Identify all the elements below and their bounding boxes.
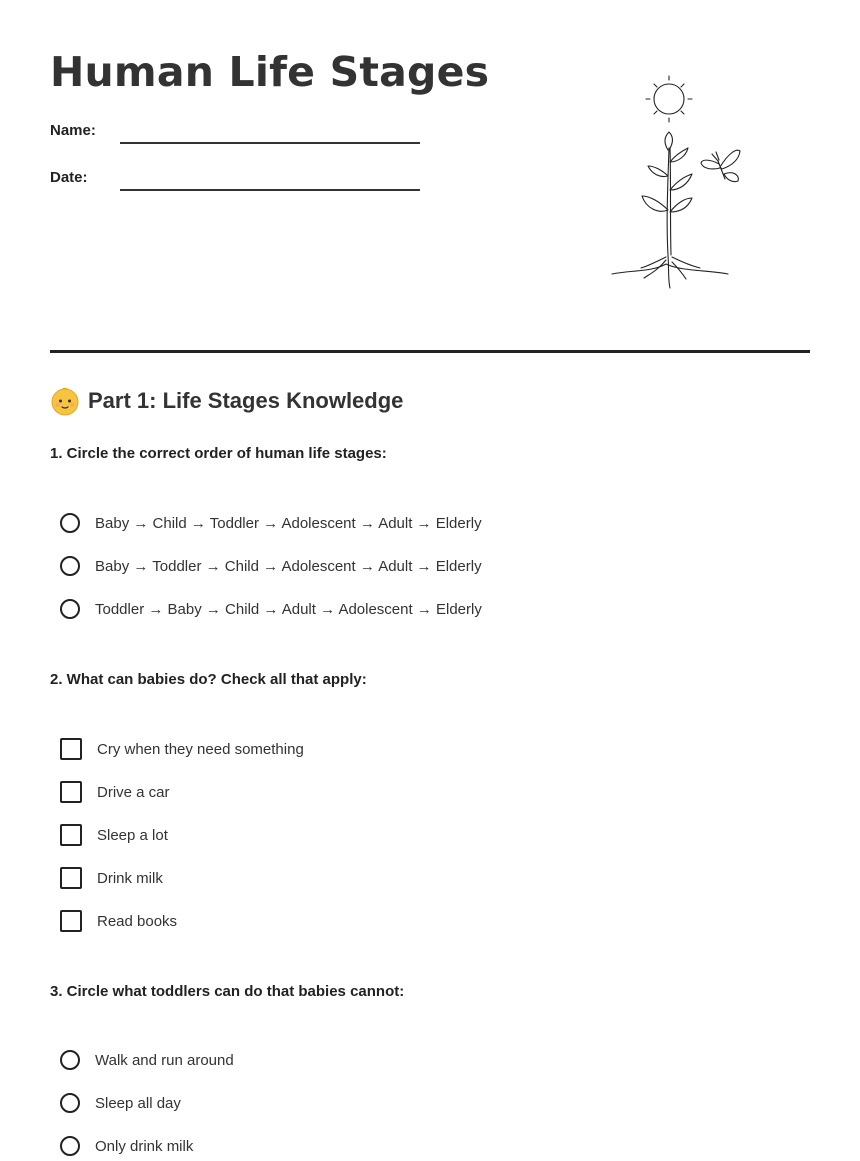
question-3-option-1[interactable] bbox=[60, 1047, 234, 1073]
radio-button[interactable] bbox=[60, 599, 80, 619]
worksheet-title: Human Life Stages bbox=[50, 48, 490, 96]
option-label: Walk and run around bbox=[95, 1051, 234, 1069]
question-1-prompt: 1. Circle the correct order of human life stages: bbox=[50, 445, 387, 462]
question-2-prompt: 2. What can babies do? Check all that apply: bbox=[50, 671, 367, 688]
question-1-option-3[interactable] bbox=[60, 596, 482, 622]
plant-icon bbox=[612, 132, 728, 288]
question-2-option-1[interactable] bbox=[60, 736, 304, 762]
option-label: Sleep a lot bbox=[97, 826, 168, 844]
option-label: Drive a car bbox=[97, 783, 170, 801]
radio-button[interactable] bbox=[60, 556, 80, 576]
radio-button[interactable] bbox=[60, 1093, 80, 1113]
sun-plant-butterfly-illustration bbox=[606, 70, 746, 296]
checkbox[interactable] bbox=[60, 738, 82, 760]
question-3-option-3[interactable] bbox=[60, 1133, 193, 1159]
option-label: Baby → Toddler → Child → Adolescent → Adult → Elderly bbox=[95, 557, 482, 575]
name-label: Name: bbox=[50, 122, 96, 139]
radio-button[interactable] bbox=[60, 1050, 80, 1070]
question-2-option-3[interactable] bbox=[60, 822, 168, 848]
radio-button[interactable] bbox=[60, 513, 80, 533]
sun-icon bbox=[646, 76, 692, 122]
checkbox[interactable] bbox=[60, 824, 82, 846]
section-divider bbox=[50, 350, 810, 353]
name-field-row bbox=[50, 116, 420, 146]
question-1-option-1[interactable] bbox=[60, 510, 482, 536]
question-3-prompt: 3. Circle what toddlers can do that babies cannot: bbox=[50, 983, 405, 1000]
question-2-option-2[interactable] bbox=[60, 779, 170, 805]
question-2-option-5[interactable] bbox=[60, 908, 177, 934]
question-2-option-4[interactable] bbox=[60, 865, 163, 891]
option-label: Only drink milk bbox=[95, 1137, 194, 1155]
checkbox[interactable] bbox=[60, 781, 82, 803]
name-field[interactable] bbox=[120, 142, 420, 144]
question-1-option-2[interactable] bbox=[60, 553, 482, 579]
section-title-part-1 bbox=[50, 386, 403, 416]
date-field-row bbox=[50, 163, 420, 193]
section-title-text: Part 1: Life Stages Knowledge bbox=[88, 388, 404, 413]
option-label: Baby → Child → Toddler → Adolescent → Adult → Elderly bbox=[95, 514, 482, 532]
worksheet-page bbox=[50, 0, 810, 1161]
option-label: Drink milk bbox=[97, 869, 163, 887]
option-label: Toddler → Baby → Child → Adult → Adolescent → Elderly bbox=[95, 600, 482, 618]
option-label: Cry when they need something bbox=[97, 740, 304, 758]
option-label: Read books bbox=[97, 912, 178, 930]
checkbox[interactable] bbox=[60, 867, 82, 889]
butterfly-icon bbox=[701, 150, 740, 181]
radio-button[interactable] bbox=[60, 1136, 80, 1156]
date-label: Date: bbox=[50, 169, 88, 186]
date-field[interactable] bbox=[120, 189, 420, 191]
question-3-option-2[interactable] bbox=[60, 1090, 181, 1116]
checkbox[interactable] bbox=[60, 910, 82, 932]
baby-face-emoji bbox=[50, 386, 80, 416]
option-label: Sleep all day bbox=[95, 1094, 181, 1112]
